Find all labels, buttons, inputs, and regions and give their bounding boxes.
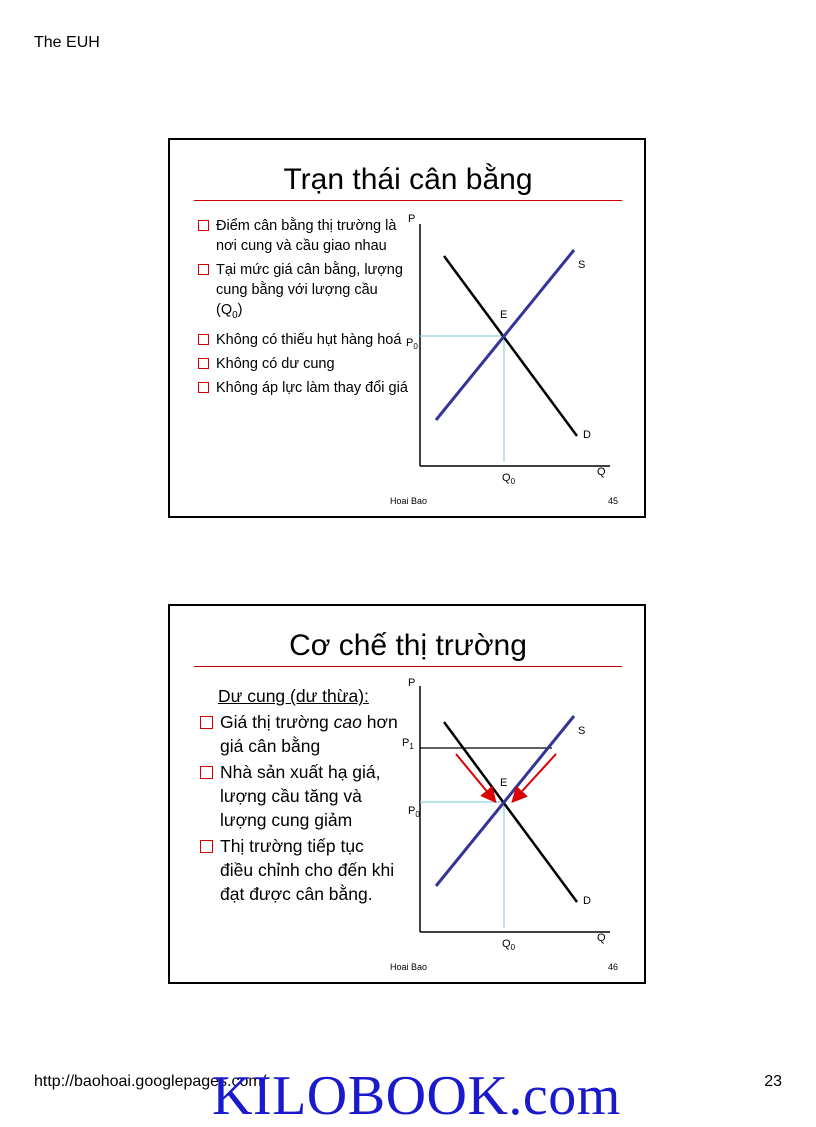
slide-footer-number: 46 <box>607 962 618 972</box>
slide-title: Trạn thái cân bằng <box>283 163 533 196</box>
slide-market-mechanism <box>168 604 646 984</box>
subheading: Dư cung (dư thừa): <box>218 686 369 706</box>
checkbox-bullet-icon <box>200 840 213 853</box>
equilibrium-label: E <box>500 777 508 789</box>
q-axis-label: Q <box>597 932 606 944</box>
equilibrium-label: E <box>500 309 508 321</box>
supply-label: S <box>578 259 586 271</box>
slide-equilibrium <box>168 138 646 518</box>
arrow-right-icon <box>514 754 556 800</box>
q-axis-label: Q <box>597 466 606 478</box>
q0-label: $Q_0$ <box>502 938 516 952</box>
p1-label: $P_1$ <box>402 737 414 751</box>
bullet-item: Không áp lực làm thay đổi giá <box>198 378 408 398</box>
bullet-item: Thị trường tiếp tục điều chỉnh cho đến khi đạt được cân bằng. <box>200 834 400 906</box>
supply-curve <box>436 250 574 420</box>
demand-label: D <box>583 895 591 907</box>
supply-label: S <box>578 725 586 737</box>
demand-curve <box>444 722 577 902</box>
checkbox-bullet-icon <box>198 382 209 393</box>
q0-label: $Q_0$ <box>502 472 516 486</box>
checkbox-bullet-icon <box>198 358 209 369</box>
bullet-item: Tại mức giá cân bằng, lượng cung bằng với lượng cầu $(Q_0)$ <box>198 260 408 326</box>
checkbox-bullet-icon <box>200 766 213 779</box>
bullet-item: Không có thiếu hụt hàng hoá <box>198 330 408 350</box>
bullet-item: Điểm cân bằng thị trường là nơi cung và cầu giao nhau <box>198 216 408 256</box>
supply-curve <box>436 716 574 886</box>
p0-label: $P_0$ <box>406 337 418 351</box>
checkbox-bullet-icon <box>200 716 213 729</box>
bullet-item: Giá thị trường cao hơn giá cân bằng <box>200 710 400 758</box>
bullet-item: Không có dư cung <box>198 354 408 374</box>
slide-footer-number: 45 <box>607 496 618 506</box>
slide-footer-author: Hoai Bao <box>390 962 428 972</box>
watermark-logo: KILOBOOK.com <box>212 1065 621 1127</box>
page-header: The EUH <box>34 34 100 51</box>
checkbox-bullet-icon <box>198 220 209 231</box>
demand-curve <box>444 256 577 436</box>
bullet-list <box>200 684 400 908</box>
checkbox-bullet-icon <box>198 264 209 275</box>
page-number: 23 <box>764 1073 782 1090</box>
title-rule <box>194 666 622 667</box>
arrow-left-icon <box>456 754 494 800</box>
page-footer-url[interactable]: http://baohoai.googlepages.com/ <box>34 1073 267 1090</box>
slide-footer-author: Hoai Bao <box>390 496 428 506</box>
supply-demand-graph <box>400 676 620 966</box>
p-axis-label: P <box>408 677 416 689</box>
title-rule <box>194 200 622 201</box>
p0-label: $P_0$ <box>408 805 420 819</box>
checkbox-bullet-icon <box>198 334 209 345</box>
p-axis-label: P <box>408 213 416 225</box>
supply-demand-graph <box>400 210 620 500</box>
bullet-item: Nhà sản xuất hạ giá, lượng cầu tăng và lượng cung giảm <box>200 760 400 832</box>
bullet-list <box>198 216 408 402</box>
demand-label: D <box>583 429 591 441</box>
slide-title: Cơ chế thị trường <box>289 629 527 662</box>
